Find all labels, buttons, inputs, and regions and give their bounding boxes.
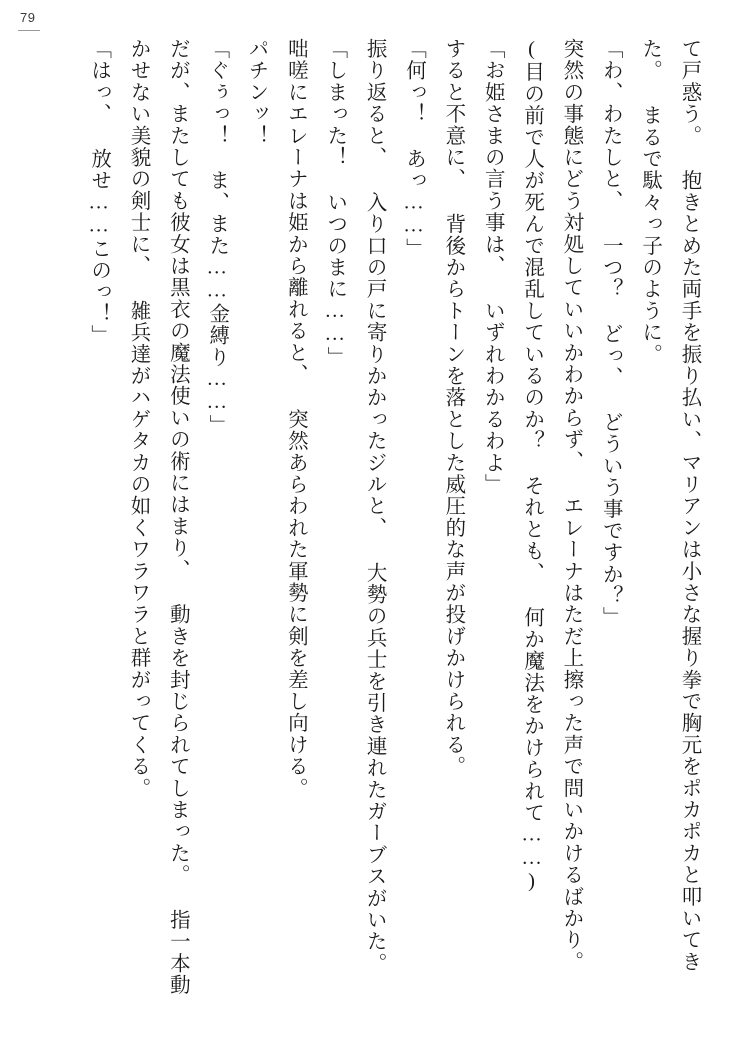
paragraph: 「ぐぅっ！ ま、また……金縛り……」 bbox=[205, 38, 228, 437]
paragraph: 突然の事態にどう対処していいかわからず、 エレーナはただ上擦った声で問いかけるばかり。 bbox=[559, 38, 582, 973]
page-number-divider bbox=[18, 30, 40, 31]
paragraph: 咄嗟にエレーナは姫から離れると、 突然あらわれた軍勢に剣を差し向ける。 bbox=[284, 38, 307, 799]
paragraph: 「しまった！ いつのまに……」 bbox=[323, 38, 346, 368]
paragraph: て戸惑う。 抱きとめた両手を振り払い、マリアンは小さな握り拳で胸元をポカポカと叩いてきた。 まるで駄々っ子のように。 bbox=[638, 38, 700, 973]
paragraph: 「お姫さまの言う事は、 いずれわかるわよ」 bbox=[481, 38, 504, 496]
paragraph: (目の前で人が死んで混乱しているのか？ それとも、 何か魔法をかけられて……) bbox=[520, 38, 543, 894]
paragraph: 「何っ！ あっ……」 bbox=[402, 38, 425, 260]
paragraph: パチンッ！ bbox=[245, 38, 268, 147]
paragraph: 「わ、わたしと、 一つ？ どっ、 どういう事ですか？」 bbox=[599, 38, 622, 629]
paragraph: すると不意に、 背後からトーンを落とした威圧的な声が投げかけられる。 bbox=[441, 38, 464, 778]
paragraph: だが、またしても彼女は黒衣の魔法使いの術にはまり、 動きを封じられてしまった。 指一本動かせない美貌の剣士に、 雑兵達がハゲタカの如くワラワラと群がってくる。 bbox=[126, 38, 189, 996]
page-body-text bbox=[46, 38, 708, 1008]
paragraph: 「はっ、 放せ……このっ！」 bbox=[87, 38, 110, 347]
page-number: 79 bbox=[20, 10, 36, 25]
paragraph: 振り返ると、 入り口の戸に寄りかかったジルと、 大勢の兵士を引き連れたガーブスがいた。 bbox=[363, 38, 386, 975]
